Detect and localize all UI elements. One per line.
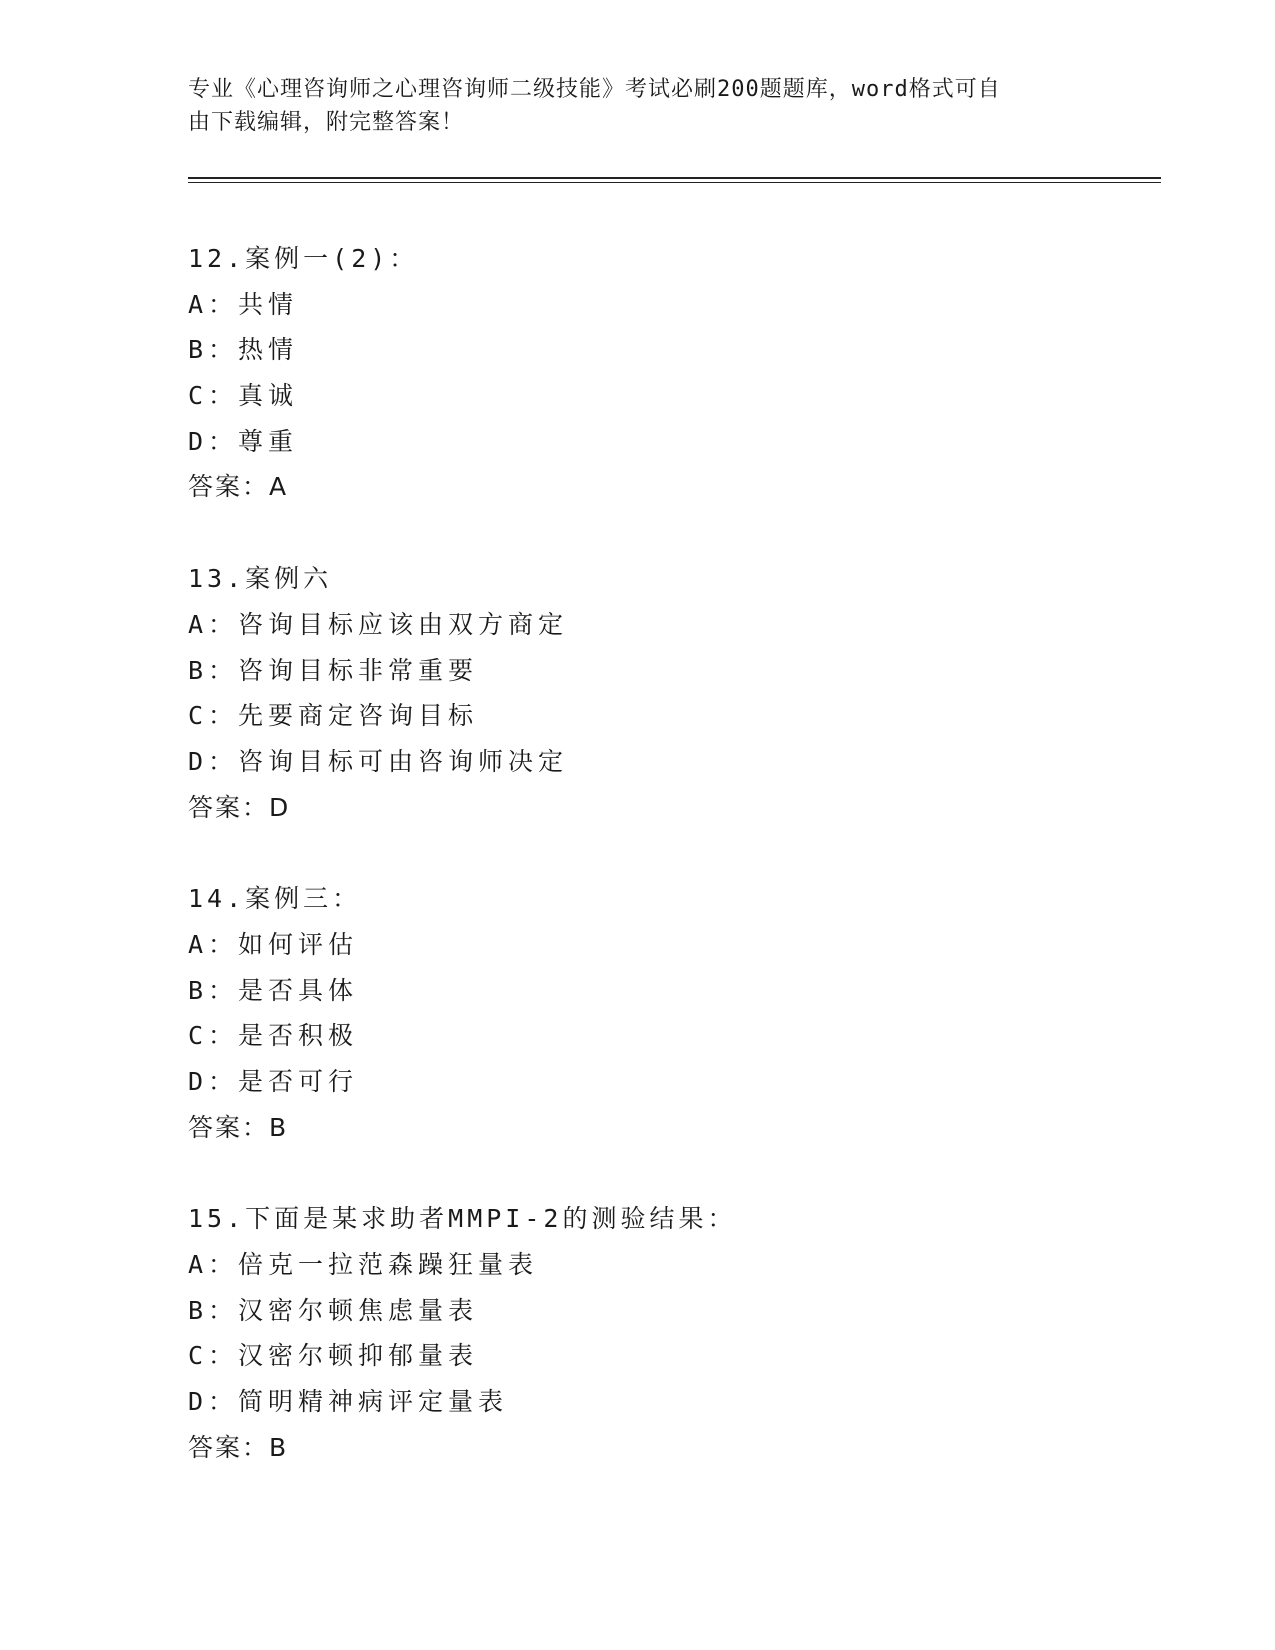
question-title: 13.案例六: [188, 564, 333, 594]
question-list: [188, 236, 1138, 1471]
question-13: [188, 556, 1138, 830]
question-title: 12.案例一(2)：: [188, 244, 419, 273]
question-12: [188, 236, 1138, 510]
option-c: C：先要商定咨询目标: [188, 701, 479, 731]
question-15: [188, 1196, 1138, 1470]
header-line-2: 由下载编辑，附完整答案！: [188, 110, 465, 135]
option-a: A：倍克一拉范森躁狂量表: [188, 1250, 539, 1280]
question-title: 14.案例三：: [188, 884, 362, 914]
option-d: D：尊重: [188, 426, 299, 456]
option-b: B：咨询目标非常重要: [188, 655, 479, 685]
option-a: A：咨询目标应该由双方商定: [188, 609, 569, 639]
option-b: B：是否具体: [188, 975, 359, 1005]
answer-line: 答案：B: [188, 1432, 289, 1462]
header-line-1: 专业《心理咨询师之心理咨询师二级技能》考试必刷200题题库，word格式可自: [188, 77, 1001, 102]
option-c: C：真诚: [188, 381, 299, 411]
question-14: [188, 876, 1138, 1150]
answer-line: 答案：A: [188, 472, 289, 502]
document-header: [188, 73, 1088, 139]
option-d: D：咨询目标可由咨询师决定: [188, 746, 569, 776]
option-d: D：是否可行: [188, 1067, 359, 1096]
option-c: C：是否积极: [188, 1021, 359, 1051]
option-a: A：如何评估: [188, 929, 359, 959]
header-divider-thick: [188, 177, 1161, 179]
option-b: B：热情: [188, 335, 299, 365]
option-a: A：共情: [188, 289, 299, 319]
option-b: B：汉密尔顿焦虑量表: [188, 1295, 479, 1325]
answer-line: 答案：D: [188, 792, 291, 822]
answer-line: 答案：B: [188, 1112, 289, 1142]
option-d: D：简明精神病评定量表: [188, 1387, 509, 1417]
header-divider-thin: [188, 182, 1161, 183]
option-c: C：汉密尔顿抑郁量表: [188, 1341, 479, 1371]
question-title: 15.下面是某求助者MMPI-2的测验结果：: [188, 1204, 737, 1234]
